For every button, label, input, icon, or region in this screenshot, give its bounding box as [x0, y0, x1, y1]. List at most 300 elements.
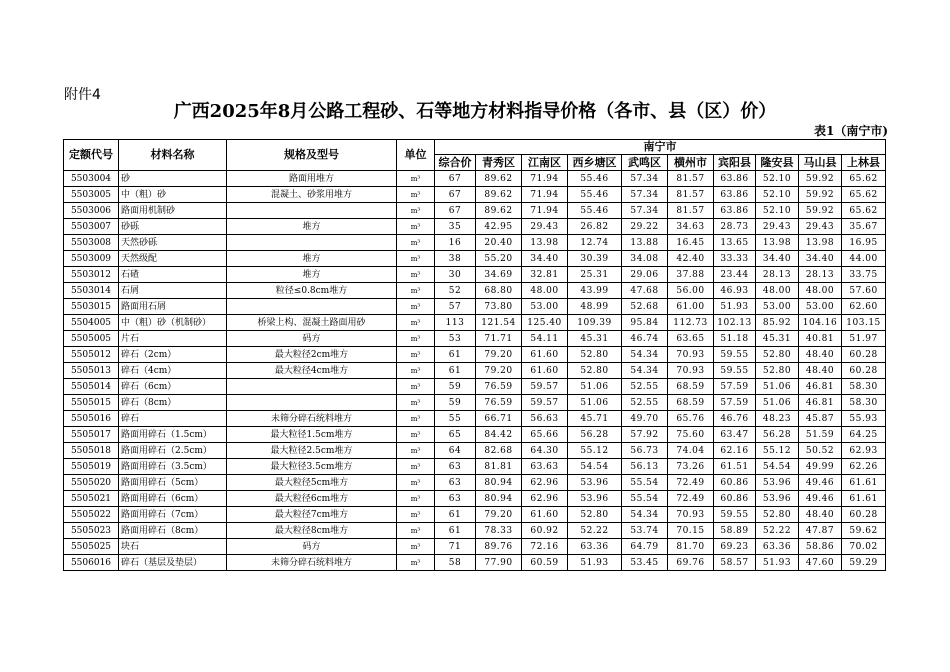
row-price: 52.22	[568, 523, 622, 539]
row-price: 59	[435, 379, 476, 395]
header-district: 上林县	[842, 155, 886, 171]
table-row	[64, 315, 886, 331]
row-price: 33.75	[842, 267, 886, 283]
page-title: 广西2025年8月公路工程砂、石等地方材料指导价格（各市、县（区）价）	[173, 101, 777, 122]
row-material-name: 砂	[119, 171, 227, 187]
row-price: 60.59	[522, 555, 568, 571]
table-row	[64, 203, 886, 219]
row-price: 57.34	[622, 187, 668, 203]
row-price: 35	[435, 219, 476, 235]
row-price: 57.92	[622, 427, 668, 443]
header-district: 综合价	[435, 155, 476, 171]
row-price: 59.92	[799, 171, 842, 187]
row-price: 62.96	[522, 491, 568, 507]
header-district: 横州市	[668, 155, 714, 171]
row-price: 42.40	[668, 251, 714, 267]
row-price: 63.47	[714, 427, 756, 443]
row-price: 71.94	[522, 203, 568, 219]
table-row	[64, 507, 886, 523]
row-unit: m³	[397, 267, 435, 283]
row-price: 63.63	[522, 459, 568, 475]
row-price: 51.93	[714, 299, 756, 315]
row-price: 58.57	[714, 555, 756, 571]
row-price: 67	[435, 187, 476, 203]
row-price: 45.87	[799, 411, 842, 427]
row-price: 70.93	[668, 507, 714, 523]
row-price: 54.11	[522, 331, 568, 347]
row-price: 76.59	[476, 395, 522, 411]
row-price: 51.06	[568, 379, 622, 395]
row-price: 63.36	[756, 539, 799, 555]
row-code: 5505016	[64, 411, 119, 427]
row-code: 5505005	[64, 331, 119, 347]
row-price: 82.68	[476, 443, 522, 459]
row-material-name: 路面用碎石（2.5cm）	[119, 443, 227, 459]
row-code: 5505021	[64, 491, 119, 507]
row-code: 5503009	[64, 251, 119, 267]
row-price: 63	[435, 475, 476, 491]
row-price: 38	[435, 251, 476, 267]
row-price: 48.40	[799, 507, 842, 523]
row-material-name: 碎石（8cm）	[119, 395, 227, 411]
row-price: 44.00	[842, 251, 886, 267]
row-price: 16.95	[842, 235, 886, 251]
row-price: 112.73	[668, 315, 714, 331]
row-price: 52.80	[568, 507, 622, 523]
table-row	[64, 347, 886, 363]
row-code: 5504005	[64, 315, 119, 331]
row-price: 30	[435, 267, 476, 283]
row-price: 25.31	[568, 267, 622, 283]
row-price: 32.81	[522, 267, 568, 283]
row-spec: 未筛分碎石统料堆方	[227, 411, 397, 427]
row-price: 52.55	[622, 379, 668, 395]
row-price: 52.10	[756, 203, 799, 219]
row-material-name: 中（粗）砂（机制砂）	[119, 315, 227, 331]
row-unit: m³	[397, 491, 435, 507]
row-unit: m³	[397, 187, 435, 203]
row-price: 51.59	[799, 427, 842, 443]
row-price: 73.80	[476, 299, 522, 315]
row-material-name: 路面用碎石（1.5cm）	[119, 427, 227, 443]
row-spec	[227, 299, 397, 315]
row-unit: m³	[397, 299, 435, 315]
table-row	[64, 235, 886, 251]
row-price: 57.59	[714, 395, 756, 411]
row-material-name: 石碴	[119, 267, 227, 283]
row-price: 79.20	[476, 347, 522, 363]
header-district: 西乡塘区	[568, 155, 622, 171]
row-unit: m³	[397, 379, 435, 395]
row-price: 33.33	[714, 251, 756, 267]
table-row	[64, 443, 886, 459]
row-material-name: 天然级配	[119, 251, 227, 267]
row-price: 70.93	[668, 363, 714, 379]
row-spec: 混凝土、砂浆用堆方	[227, 187, 397, 203]
row-price: 35.67	[842, 219, 886, 235]
row-price: 46.76	[714, 411, 756, 427]
header-unit: 单位	[397, 140, 435, 171]
row-price: 47.68	[622, 283, 668, 299]
row-price: 51.93	[756, 555, 799, 571]
row-price: 75.60	[668, 427, 714, 443]
row-price: 70.15	[668, 523, 714, 539]
row-spec: 码方	[227, 331, 397, 347]
row-price: 71.94	[522, 187, 568, 203]
row-unit: m³	[397, 363, 435, 379]
row-price: 45.31	[756, 331, 799, 347]
row-price: 72.49	[668, 475, 714, 491]
row-price: 89.76	[476, 539, 522, 555]
row-price: 59.55	[714, 347, 756, 363]
row-price: 55.20	[476, 251, 522, 267]
row-price: 59.57	[522, 395, 568, 411]
row-price: 51.18	[714, 331, 756, 347]
header-district: 宾阳县	[714, 155, 756, 171]
row-price: 85.92	[756, 315, 799, 331]
table-row	[64, 171, 886, 187]
table-row	[64, 523, 886, 539]
row-price: 67	[435, 171, 476, 187]
row-price: 46.81	[799, 395, 842, 411]
row-material-name: 中（粗）砂	[119, 187, 227, 203]
row-price: 48.40	[799, 347, 842, 363]
row-price: 89.62	[476, 187, 522, 203]
table-row	[64, 187, 886, 203]
row-code: 5505023	[64, 523, 119, 539]
row-unit: m³	[397, 427, 435, 443]
row-price: 20.40	[476, 235, 522, 251]
row-price: 13.98	[799, 235, 842, 251]
row-price: 52.80	[568, 347, 622, 363]
row-code: 5505019	[64, 459, 119, 475]
row-price: 63.36	[568, 539, 622, 555]
row-price: 48.99	[568, 299, 622, 315]
row-material-name: 路面用碎石（7cm）	[119, 507, 227, 523]
row-price: 58.30	[842, 395, 886, 411]
row-unit: m³	[397, 555, 435, 571]
row-material-name: 砂砾	[119, 219, 227, 235]
row-code: 5505025	[64, 539, 119, 555]
row-price: 51.06	[756, 395, 799, 411]
row-price: 57.34	[622, 171, 668, 187]
row-price: 48.00	[756, 283, 799, 299]
row-price: 65.66	[522, 427, 568, 443]
row-price: 48.00	[522, 283, 568, 299]
header-district: 隆安县	[756, 155, 799, 171]
header-district: 青秀区	[476, 155, 522, 171]
row-material-name: 块石	[119, 539, 227, 555]
row-price: 80.94	[476, 491, 522, 507]
row-price: 53.96	[756, 491, 799, 507]
row-price: 29.22	[622, 219, 668, 235]
row-unit: m³	[397, 443, 435, 459]
row-price: 56.13	[622, 459, 668, 475]
table-row	[64, 427, 886, 443]
row-price: 63.86	[714, 171, 756, 187]
row-price: 59.55	[714, 507, 756, 523]
row-price: 63.86	[714, 203, 756, 219]
row-material-name: 片石	[119, 331, 227, 347]
row-price: 104.16	[799, 315, 842, 331]
row-price: 60.28	[842, 347, 886, 363]
row-code: 5503004	[64, 171, 119, 187]
row-price: 54.34	[622, 363, 668, 379]
row-price: 79.20	[476, 363, 522, 379]
row-price: 60.92	[522, 523, 568, 539]
row-price: 52.22	[756, 523, 799, 539]
row-code: 5505022	[64, 507, 119, 523]
row-price: 34.69	[476, 267, 522, 283]
row-price: 53.45	[622, 555, 668, 571]
row-price: 62.16	[714, 443, 756, 459]
row-price: 68.59	[668, 379, 714, 395]
row-price: 57	[435, 299, 476, 315]
row-code: 5505015	[64, 395, 119, 411]
row-price: 65.62	[842, 203, 886, 219]
row-price: 13.98	[756, 235, 799, 251]
row-material-name: 天然砂砾	[119, 235, 227, 251]
row-price: 23.44	[714, 267, 756, 283]
row-spec: 最大粒径2cm堆方	[227, 347, 397, 363]
table-row	[64, 267, 886, 283]
row-price: 57.60	[842, 283, 886, 299]
row-material-name: 石屑	[119, 283, 227, 299]
row-price: 58.86	[799, 539, 842, 555]
row-material-name: 碎石（2cm）	[119, 347, 227, 363]
table-row	[64, 363, 886, 379]
row-material-name: 路面用碎石（5cm）	[119, 475, 227, 491]
row-price: 34.40	[799, 251, 842, 267]
row-price: 45.71	[568, 411, 622, 427]
row-price: 80.94	[476, 475, 522, 491]
row-spec: 未筛分碎石统料堆方	[227, 555, 397, 571]
row-price: 70.93	[668, 347, 714, 363]
row-price: 45.31	[568, 331, 622, 347]
row-price: 53.00	[756, 299, 799, 315]
row-price: 59.29	[842, 555, 886, 571]
row-material-name: 路面用碎石（3.5cm）	[119, 459, 227, 475]
row-price: 61	[435, 363, 476, 379]
row-price: 51.93	[568, 555, 622, 571]
row-price: 53.96	[568, 491, 622, 507]
row-price: 65.76	[668, 411, 714, 427]
header-code: 定额代号	[64, 140, 119, 171]
row-price: 95.84	[622, 315, 668, 331]
row-price: 55.46	[568, 187, 622, 203]
row-price: 63.65	[668, 331, 714, 347]
row-price: 59.92	[799, 203, 842, 219]
row-price: 63.86	[714, 187, 756, 203]
row-unit: m³	[397, 475, 435, 491]
row-price: 74.04	[668, 443, 714, 459]
table-row	[64, 395, 886, 411]
row-material-name: 碎石（6cm）	[119, 379, 227, 395]
row-spec: 最大粒径7cm堆方	[227, 507, 397, 523]
row-unit: m³	[397, 219, 435, 235]
row-price: 121.54	[476, 315, 522, 331]
row-price: 53.74	[622, 523, 668, 539]
row-price: 64.30	[522, 443, 568, 459]
row-price: 59.55	[714, 363, 756, 379]
row-price: 61.61	[842, 475, 886, 491]
row-spec	[227, 379, 397, 395]
row-price: 53.00	[799, 299, 842, 315]
row-price: 52.80	[756, 347, 799, 363]
row-price: 68.80	[476, 283, 522, 299]
row-unit: m³	[397, 411, 435, 427]
header-district: 江南区	[522, 155, 568, 171]
row-spec: 最大粒径8cm堆方	[227, 523, 397, 539]
row-code: 5503008	[64, 235, 119, 251]
row-price: 56.63	[522, 411, 568, 427]
table-row	[64, 539, 886, 555]
row-price: 59	[435, 395, 476, 411]
row-price: 62.93	[842, 443, 886, 459]
row-code: 5503007	[64, 219, 119, 235]
row-price: 81.57	[668, 171, 714, 187]
row-price: 46.74	[622, 331, 668, 347]
row-price: 52.55	[622, 395, 668, 411]
row-price: 13.88	[622, 235, 668, 251]
row-code: 5503005	[64, 187, 119, 203]
row-price: 69.23	[714, 539, 756, 555]
table-row	[64, 299, 886, 315]
row-price: 46.93	[714, 283, 756, 299]
row-spec: 最大粒径1.5cm堆方	[227, 427, 397, 443]
row-price: 13.98	[522, 235, 568, 251]
table-row	[64, 411, 886, 427]
row-code: 5505013	[64, 363, 119, 379]
row-price: 81.70	[668, 539, 714, 555]
row-price: 54.54	[756, 459, 799, 475]
row-code: 5503014	[64, 283, 119, 299]
row-price: 54.34	[622, 347, 668, 363]
row-code: 5503006	[64, 203, 119, 219]
row-spec: 路面用堆方	[227, 171, 397, 187]
row-price: 64.25	[842, 427, 886, 443]
row-price: 57.59	[714, 379, 756, 395]
row-unit: m³	[397, 507, 435, 523]
row-price: 57.34	[622, 203, 668, 219]
row-price: 61	[435, 507, 476, 523]
row-price: 56.28	[568, 427, 622, 443]
row-price: 65.62	[842, 187, 886, 203]
row-price: 60.28	[842, 363, 886, 379]
row-spec	[227, 235, 397, 251]
row-price: 71.94	[522, 171, 568, 187]
row-price: 54.54	[568, 459, 622, 475]
row-price: 58.89	[714, 523, 756, 539]
table-row	[64, 331, 886, 347]
row-price: 52.10	[756, 187, 799, 203]
row-price: 55.12	[756, 443, 799, 459]
price-table	[63, 139, 886, 571]
row-price: 81.57	[668, 187, 714, 203]
row-price: 55.46	[568, 171, 622, 187]
row-price: 42.95	[476, 219, 522, 235]
row-price: 59.62	[842, 523, 886, 539]
table-body	[64, 171, 886, 571]
table-subtitle: 表1（南宁市)	[813, 124, 888, 138]
row-price: 55.12	[568, 443, 622, 459]
row-price: 125.40	[522, 315, 568, 331]
row-spec: 码方	[227, 539, 397, 555]
row-price: 59.92	[799, 187, 842, 203]
row-price: 81.81	[476, 459, 522, 475]
row-price: 109.39	[568, 315, 622, 331]
row-price: 26.82	[568, 219, 622, 235]
row-price: 59.57	[522, 379, 568, 395]
row-price: 61	[435, 347, 476, 363]
row-price: 53.00	[522, 299, 568, 315]
row-price: 67	[435, 203, 476, 219]
row-price: 71.71	[476, 331, 522, 347]
row-price: 76.59	[476, 379, 522, 395]
row-price: 48.00	[799, 283, 842, 299]
row-code: 5506016	[64, 555, 119, 571]
row-price: 13.65	[714, 235, 756, 251]
row-unit: m³	[397, 331, 435, 347]
row-spec: 最大粒径5cm堆方	[227, 475, 397, 491]
row-price: 51.06	[568, 395, 622, 411]
row-price: 79.20	[476, 507, 522, 523]
row-price: 61.51	[714, 459, 756, 475]
row-price: 55.93	[842, 411, 886, 427]
header-district: 马山县	[799, 155, 842, 171]
row-unit: m³	[397, 235, 435, 251]
row-price: 12.74	[568, 235, 622, 251]
row-price: 84.42	[476, 427, 522, 443]
table-row	[64, 219, 886, 235]
row-price: 49.99	[799, 459, 842, 475]
header-city: 南宁市	[435, 140, 886, 155]
table-row	[64, 379, 886, 395]
row-price: 62.96	[522, 475, 568, 491]
row-price: 58.30	[842, 379, 886, 395]
row-material-name: 路面用机制砂	[119, 203, 227, 219]
row-code: 5505018	[64, 443, 119, 459]
row-spec: 最大粒径6cm堆方	[227, 491, 397, 507]
row-material-name: 路面用碎石（8cm）	[119, 523, 227, 539]
row-unit: m³	[397, 251, 435, 267]
row-spec: 最大粒径2.5cm堆方	[227, 443, 397, 459]
row-price: 61.60	[522, 507, 568, 523]
row-price: 34.40	[522, 251, 568, 267]
row-code: 5503012	[64, 267, 119, 283]
row-unit: m³	[397, 459, 435, 475]
row-price: 63	[435, 491, 476, 507]
row-price: 52.68	[622, 299, 668, 315]
table-row	[64, 251, 886, 267]
table-header	[64, 140, 886, 171]
row-price: 61.60	[522, 363, 568, 379]
row-price: 81.57	[668, 203, 714, 219]
row-price: 56.28	[756, 427, 799, 443]
row-spec: 堆方	[227, 267, 397, 283]
row-price: 63	[435, 459, 476, 475]
row-price: 28.73	[714, 219, 756, 235]
row-price: 34.63	[668, 219, 714, 235]
row-price: 29.06	[622, 267, 668, 283]
row-price: 28.13	[799, 267, 842, 283]
row-price: 55	[435, 411, 476, 427]
row-price: 73.26	[668, 459, 714, 475]
row-spec: 堆方	[227, 251, 397, 267]
row-price: 103.15	[842, 315, 886, 331]
row-unit: m³	[397, 395, 435, 411]
row-price: 60.28	[842, 507, 886, 523]
